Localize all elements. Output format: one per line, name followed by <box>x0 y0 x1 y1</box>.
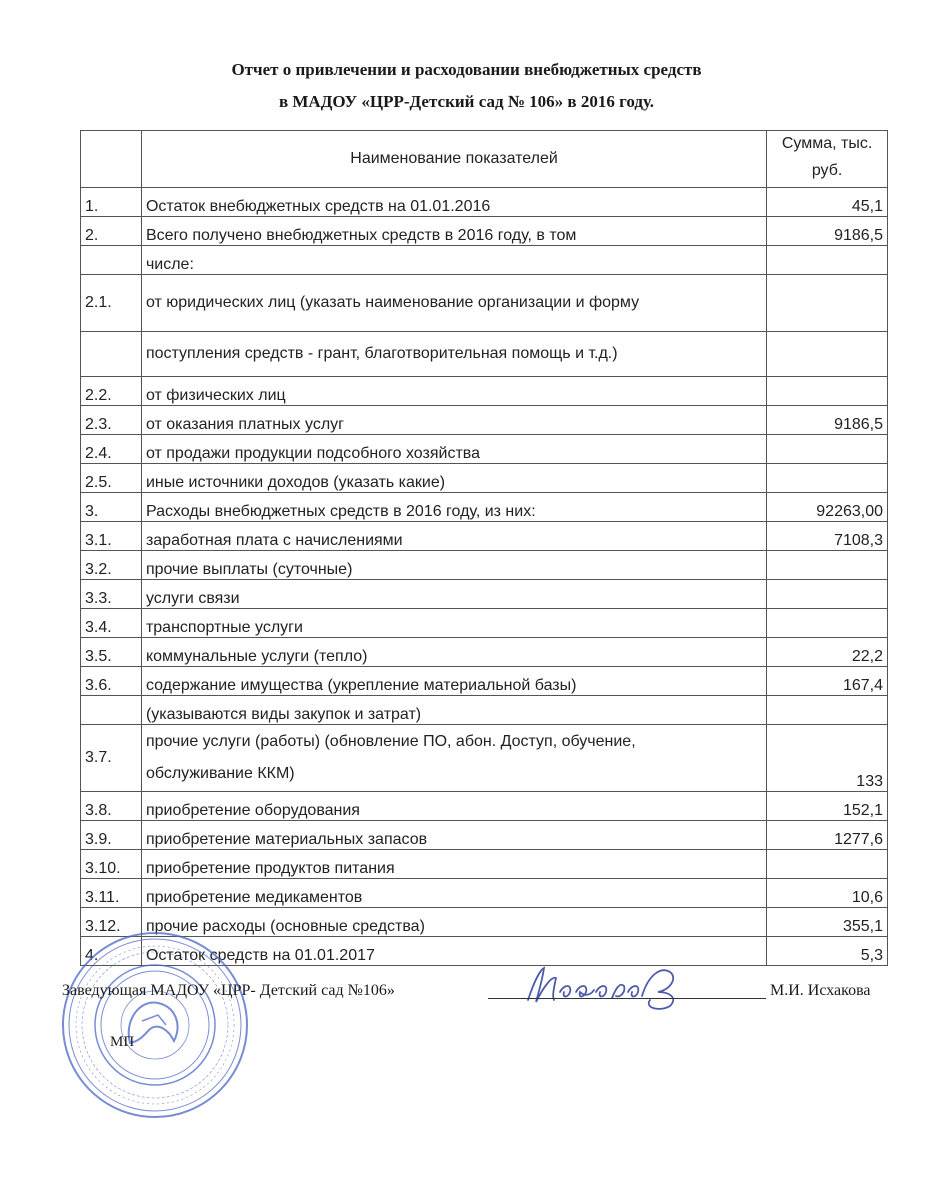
row-value <box>767 464 888 493</box>
row-name: приобретение материальных запасов <box>141 821 766 850</box>
row-name: иные источники доходов (указать какие) <box>141 464 766 493</box>
row-value <box>767 246 888 275</box>
row-num <box>81 246 142 275</box>
row-num: 3.11. <box>81 879 142 908</box>
row-value <box>767 609 888 638</box>
row-num: 3.9. <box>81 821 142 850</box>
row-num: 1. <box>81 188 142 217</box>
row-value: 92263,00 <box>767 493 888 522</box>
row-num: 3.7. <box>81 725 142 792</box>
row-value <box>767 580 888 609</box>
table-row <box>81 638 888 667</box>
row-num: 3. <box>81 493 142 522</box>
row-name: Расходы внебюджетных средств в 2016 году, из них: <box>141 493 766 522</box>
row-num: 2.4. <box>81 435 142 464</box>
row-value: 1277,6 <box>767 821 888 850</box>
row-name: от физических лиц <box>141 377 766 406</box>
table-row <box>81 522 888 551</box>
row-name: приобретение медикаментов <box>141 879 766 908</box>
row-num: 3.6. <box>81 667 142 696</box>
table-row <box>81 435 888 464</box>
row-num: 4. <box>81 937 142 966</box>
row-name: Всего получено внебюджетных средств в 2016 году, в том <box>141 217 766 246</box>
row-name: числе: <box>141 246 766 275</box>
table-row <box>81 667 888 696</box>
header-num-cell <box>81 131 142 188</box>
row-value: 45,1 <box>767 188 888 217</box>
row-name: от оказания платных услуг <box>141 406 766 435</box>
row-name-line1: прочие услуги (работы) (обновление ПО, абон. Доступ, обучение, <box>145 733 636 750</box>
header-sum-line2: руб. <box>811 162 843 179</box>
row-name: заработная плата с начислениями <box>141 522 766 551</box>
footer-signer-name: М.И. Исхакова <box>770 982 871 999</box>
row-value <box>767 332 888 377</box>
row-name: Остаток средств на 01.01.2017 <box>141 937 766 966</box>
row-num: 2. <box>81 217 142 246</box>
table-row <box>81 217 888 246</box>
row-value: 355,1 <box>767 908 888 937</box>
signature-line <box>488 998 766 999</box>
row-num: 3.3. <box>81 580 142 609</box>
row-value <box>767 275 888 332</box>
table-row <box>81 551 888 580</box>
table-row <box>81 850 888 879</box>
header-sum-line1: Сумма, тыс. <box>781 135 873 152</box>
table-row <box>81 332 888 377</box>
report-title-line1: Отчет о привлечении и расходовании внебюджетных средств <box>231 60 702 79</box>
row-name: прочие выплаты (суточные) <box>141 551 766 580</box>
stamp-mark-label: МП <box>110 1034 135 1050</box>
row-num: 3.1. <box>81 522 142 551</box>
table-row <box>81 821 888 850</box>
table-row <box>81 609 888 638</box>
row-name: содержание имущества (укрепление материальной базы) <box>141 667 766 696</box>
report-title-line2: в МАДОУ «ЦРР-Детский сад № 106» в 2016 году. <box>278 92 655 111</box>
row-num: 3.5. <box>81 638 142 667</box>
row-num <box>81 332 142 377</box>
row-value: 7108,3 <box>767 522 888 551</box>
row-num: 3.10. <box>81 850 142 879</box>
row-value <box>767 435 888 464</box>
table-row <box>81 580 888 609</box>
row-num: 3.2. <box>81 551 142 580</box>
row-name: транспортные услуги <box>141 609 766 638</box>
row-value <box>767 850 888 879</box>
row-value <box>767 696 888 725</box>
table-row <box>81 792 888 821</box>
footer-position-label: Заведующая МАДОУ «ЦРР- Детский сад №106» <box>62 982 395 999</box>
table-row <box>81 406 888 435</box>
row-value <box>767 551 888 580</box>
row-name <box>141 725 766 792</box>
table-row <box>81 696 888 725</box>
row-name: от продажи продукции подсобного хозяйства <box>141 435 766 464</box>
row-value: 152,1 <box>767 792 888 821</box>
row-value: 167,4 <box>767 667 888 696</box>
row-value: 5,3 <box>767 937 888 966</box>
row-name: приобретение оборудования <box>141 792 766 821</box>
row-name-line2: обслуживание ККМ) <box>145 765 295 782</box>
table-header-row <box>81 131 888 188</box>
table-row <box>81 725 888 792</box>
row-value: 22,2 <box>767 638 888 667</box>
table-row <box>81 493 888 522</box>
row-name: поступления средств - грант, благотворительная помощь и т.д.) <box>141 332 766 377</box>
table-row <box>81 377 888 406</box>
report-table <box>80 130 888 966</box>
signature-handwritten <box>520 962 690 1014</box>
row-num: 3.4. <box>81 609 142 638</box>
row-name: (указываются виды закупок и затрат) <box>141 696 766 725</box>
table-row <box>81 879 888 908</box>
row-num: 2.2. <box>81 377 142 406</box>
table-row <box>81 246 888 275</box>
table-row <box>81 275 888 332</box>
row-name: услуги связи <box>141 580 766 609</box>
row-value: 133 <box>767 725 888 792</box>
row-name: приобретение продуктов питания <box>141 850 766 879</box>
table-row <box>81 188 888 217</box>
official-stamp <box>58 925 253 1125</box>
row-value <box>767 377 888 406</box>
row-value: 9186,5 <box>767 406 888 435</box>
row-name: прочие расходы (основные средства) <box>141 908 766 937</box>
row-name: от юридических лиц (указать наименование организации и форму <box>141 275 766 332</box>
row-value: 10,6 <box>767 879 888 908</box>
row-value: 9186,5 <box>767 217 888 246</box>
row-num: 3.8. <box>81 792 142 821</box>
row-num: 2.5. <box>81 464 142 493</box>
row-num: 2.3. <box>81 406 142 435</box>
row-name: коммунальные услуги (тепло) <box>141 638 766 667</box>
row-num: 2.1. <box>81 275 142 332</box>
row-num <box>81 696 142 725</box>
header-name-cell: Наименование показателей <box>141 131 766 188</box>
row-num: 3.12. <box>81 908 142 937</box>
table-row <box>81 464 888 493</box>
header-sum-cell <box>767 131 888 188</box>
row-name: Остаток внебюджетных средств на 01.01.2016 <box>141 188 766 217</box>
